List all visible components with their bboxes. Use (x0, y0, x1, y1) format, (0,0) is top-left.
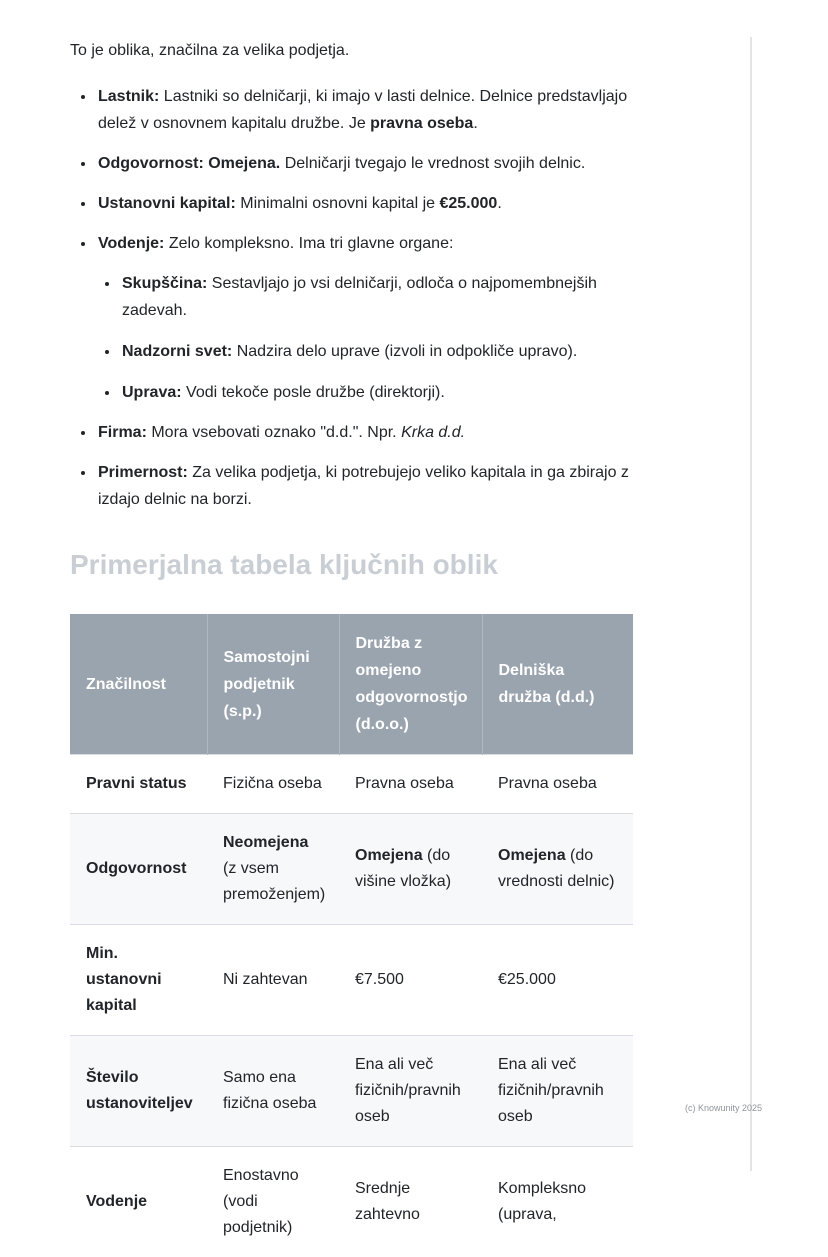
table-cell (339, 755, 482, 814)
text-segment: Omejena (498, 847, 566, 864)
list-item (96, 83, 636, 137)
text-segment: Lastnik: (98, 88, 159, 105)
text-segment: Enostavno (vodi podjetnik) (223, 1167, 299, 1236)
table-head (70, 614, 633, 755)
table-cell (207, 755, 339, 814)
table-row (70, 755, 633, 814)
text-segment: Ena ali več fizičnih/pravnih oseb (498, 1056, 604, 1125)
text-segment: €25.000 (498, 971, 556, 988)
document-page (70, 38, 636, 1257)
text-segment: Ni zahtevan (223, 971, 308, 988)
table-row (70, 1147, 633, 1257)
sub-bullet-list (98, 270, 636, 406)
text-segment: Skupščina: (122, 275, 207, 292)
sub-list-item (120, 270, 636, 324)
table-header-cell: Samostojni podjetnik (s.p.) (207, 614, 339, 755)
table-header-cell: Značilnost (70, 614, 207, 755)
text-segment: €25.000 (439, 195, 497, 212)
list-item (96, 419, 636, 446)
table-cell (482, 1147, 633, 1257)
text-segment: Krka d.d. (401, 424, 465, 441)
row-label-cell: Vodenje (70, 1147, 207, 1257)
text-segment: Zelo kompleksno. Ima tri glavne organe: (164, 235, 453, 252)
list-item (96, 190, 636, 217)
text-segment: . (473, 115, 477, 132)
text-segment: pravna oseba (370, 115, 473, 132)
table-cell (482, 755, 633, 814)
table-cell (482, 814, 633, 925)
text-segment: Odgovornost: Omejena. (98, 155, 280, 172)
text-segment: Kompleksno (uprava, (498, 1180, 586, 1223)
table-row (70, 1036, 633, 1147)
text-segment: Vodi tekoče posle družbe (direktorji). (182, 384, 445, 401)
list-item (96, 150, 636, 177)
table-header-row (70, 614, 633, 755)
table-cell (482, 925, 633, 1036)
table-cell (207, 1036, 339, 1147)
row-label-cell: Pravni status (70, 755, 207, 814)
table-cell (339, 814, 482, 925)
text-segment: Samo ena fizična oseba (223, 1069, 316, 1112)
row-label-cell: Odgovornost (70, 814, 207, 925)
text-segment: Fizična oseba (223, 775, 322, 792)
text-segment: (do višine vložka) (355, 847, 451, 890)
text-segment: Nadzorni svet: (122, 343, 232, 360)
table-cell (207, 1147, 339, 1257)
text-segment: Pravna oseba (355, 775, 454, 792)
section-heading: Primerjalna tabela ključnih oblik (70, 549, 636, 581)
text-segment: Firma: (98, 424, 147, 441)
text-segment: Neomejena (223, 834, 308, 851)
list-item (96, 230, 636, 406)
text-segment: Pravna oseba (498, 775, 597, 792)
text-segment: Uprava: (122, 384, 182, 401)
table-header-cell: Delniška družba (d.d.) (482, 614, 633, 755)
text-segment: (do vrednosti delnic) (498, 847, 615, 890)
text-segment: Vodenje: (98, 235, 164, 252)
table-row (70, 814, 633, 925)
text-segment: Lastniki so delničarji, ki imajo v lasti delnice. Delnice predstavljajo delež v osnovnem kapitalu družbe. Je (98, 88, 627, 132)
table-cell (339, 1147, 482, 1257)
text-segment: Omejena (355, 847, 423, 864)
page-edge-divider (750, 37, 752, 1171)
text-segment: Ustanovni kapital: (98, 195, 236, 212)
row-label-cell: Min. ustanovni kapital (70, 925, 207, 1036)
text-segment: Za velika podjetja, ki potrebujejo veliko kapitala in ga zbirajo z izdajo delnic na borzi. (98, 464, 629, 508)
text-segment: Sestavljajo jo vsi delničarji, odloča o najpomembnejših zadevah. (122, 275, 597, 319)
text-segment: Nadzira delo uprave (izvoli in odpokliče upravo). (232, 343, 577, 360)
text-segment: Srednje zahtevno (355, 1180, 420, 1223)
table-cell (207, 814, 339, 925)
watermark: (c) Knowunity 2025 (685, 1103, 762, 1113)
sub-list-item (120, 379, 636, 406)
comparison-table (70, 614, 633, 1257)
text-segment: (z vsem premoženjem) (223, 860, 325, 903)
table-body (70, 755, 633, 1257)
table-header-cell: Družba z omejeno odgovornostjo (d.o.o.) (339, 614, 482, 755)
text-segment: €7.500 (355, 971, 404, 988)
text-segment: Delničarji tvegajo le vrednost svojih delnic. (280, 155, 585, 172)
text-segment: Ena ali več fizičnih/pravnih oseb (355, 1056, 461, 1125)
table-row (70, 925, 633, 1036)
intro-paragraph: To je oblika, značilna za velika podjetja. (70, 38, 636, 64)
table-cell (482, 1036, 633, 1147)
text-segment: Primernost: (98, 464, 188, 481)
row-label-cell: Število ustanoviteljev (70, 1036, 207, 1147)
table-cell (339, 1036, 482, 1147)
list-item (96, 459, 636, 513)
bullet-list (70, 83, 636, 513)
text-segment: Minimalni osnovni kapital je (236, 195, 440, 212)
sub-list-item (120, 338, 636, 365)
table-cell (207, 925, 339, 1036)
text-segment: . (497, 195, 501, 212)
text-segment: Mora vsebovati oznako "d.d.". Npr. (147, 424, 401, 441)
table-cell (339, 925, 482, 1036)
